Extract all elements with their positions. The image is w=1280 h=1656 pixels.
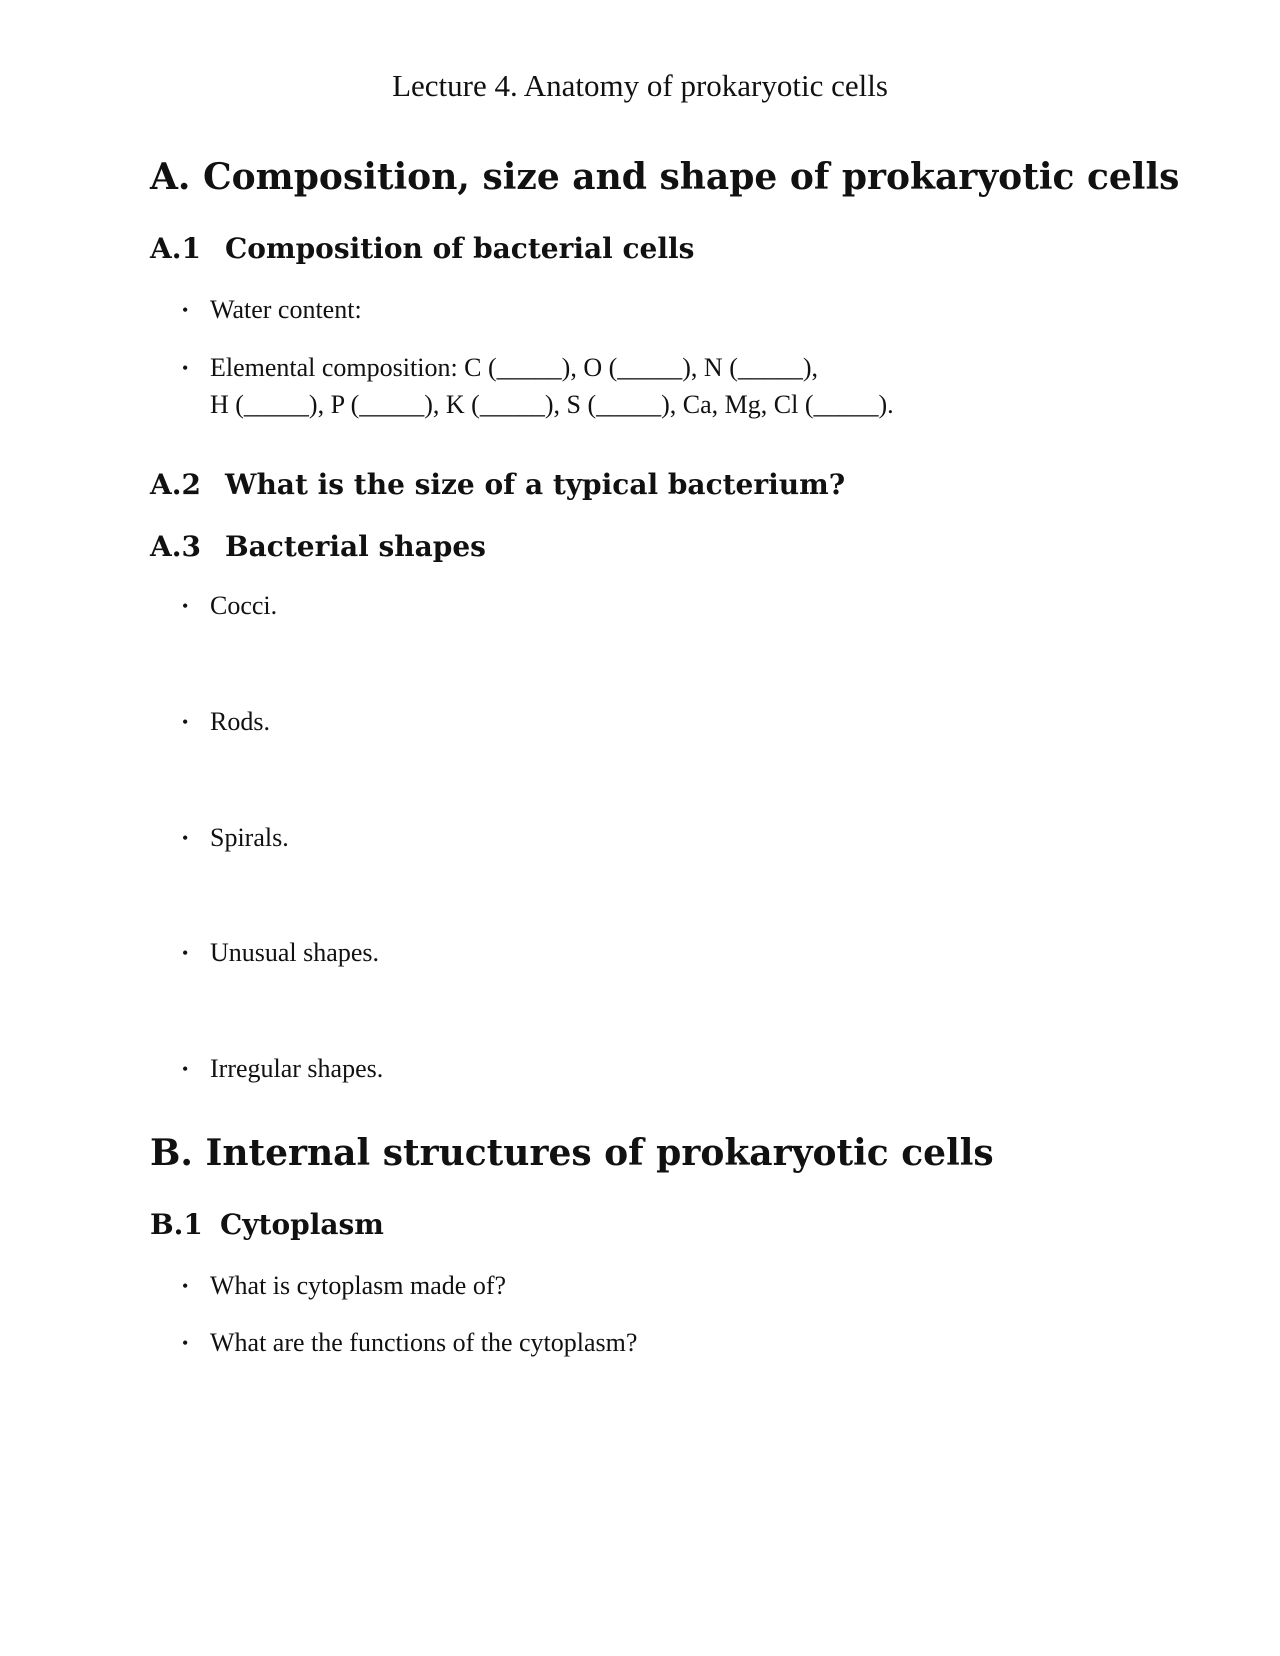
subsection-a3-heading [150,530,486,563]
subsection-a3-number: A.3 [150,530,201,563]
subsection-a1-title: Composition of bacterial cells [225,232,695,265]
subsection-b1-number: B.1 [150,1208,203,1241]
subsection-a2-number: A.2 [150,468,201,501]
list-item [182,588,277,625]
list-item-text: Unusual shapes. [210,938,379,967]
list-item-text: Water content: [210,295,362,324]
subsection-a3-title: Bacterial shapes [225,530,486,563]
bullet-icon: • [182,1059,189,1079]
subsection-a2-heading [150,468,845,501]
bullet-icon: • [182,358,189,378]
subsection-b1-title: Cytoplasm [220,1208,384,1241]
subsection-a1-heading [150,232,694,265]
list-item-continuation: H (_____), P (_____), K (_____), S (_____), Ca, Mg, Cl (_____). [210,390,894,419]
subsection-b1-heading [150,1208,384,1241]
section-a-heading: A. Composition, size and shape of prokaryotic cells [150,156,1180,198]
list-item [182,704,270,741]
list-item [182,1051,383,1088]
list-item [182,350,894,423]
list-item-text: Irregular shapes. [210,1054,384,1083]
list-item-text: Cocci. [210,591,278,620]
list-item-text: Rods. [210,707,270,736]
bullet-icon: • [182,712,189,732]
bullet-icon: • [182,1333,189,1353]
list-item-text: Spirals. [210,823,289,852]
bullet-icon: • [182,1276,189,1296]
subsection-a1-number: A.1 [150,232,201,265]
list-item [182,292,362,329]
list-item-text: Elemental composition: C (_____), O (_____), N (_____), [210,353,819,382]
section-b-heading: B. Internal structures of prokaryotic cells [150,1132,994,1174]
bullet-icon: • [182,828,189,848]
list-item-text: What is cytoplasm made of? [210,1271,507,1300]
list-item-text: What are the functions of the cytoplasm? [210,1328,638,1357]
bullet-icon: • [182,943,189,963]
list-item [182,1268,506,1305]
list-item [182,1325,637,1362]
bullet-icon: • [182,300,189,320]
bullet-icon: • [182,596,189,616]
list-item [182,935,379,972]
document-title: Lecture 4. Anatomy of prokaryotic cells [392,68,888,103]
subsection-a2-title: What is the size of a typical bacterium? [225,468,846,501]
list-item [182,820,289,857]
